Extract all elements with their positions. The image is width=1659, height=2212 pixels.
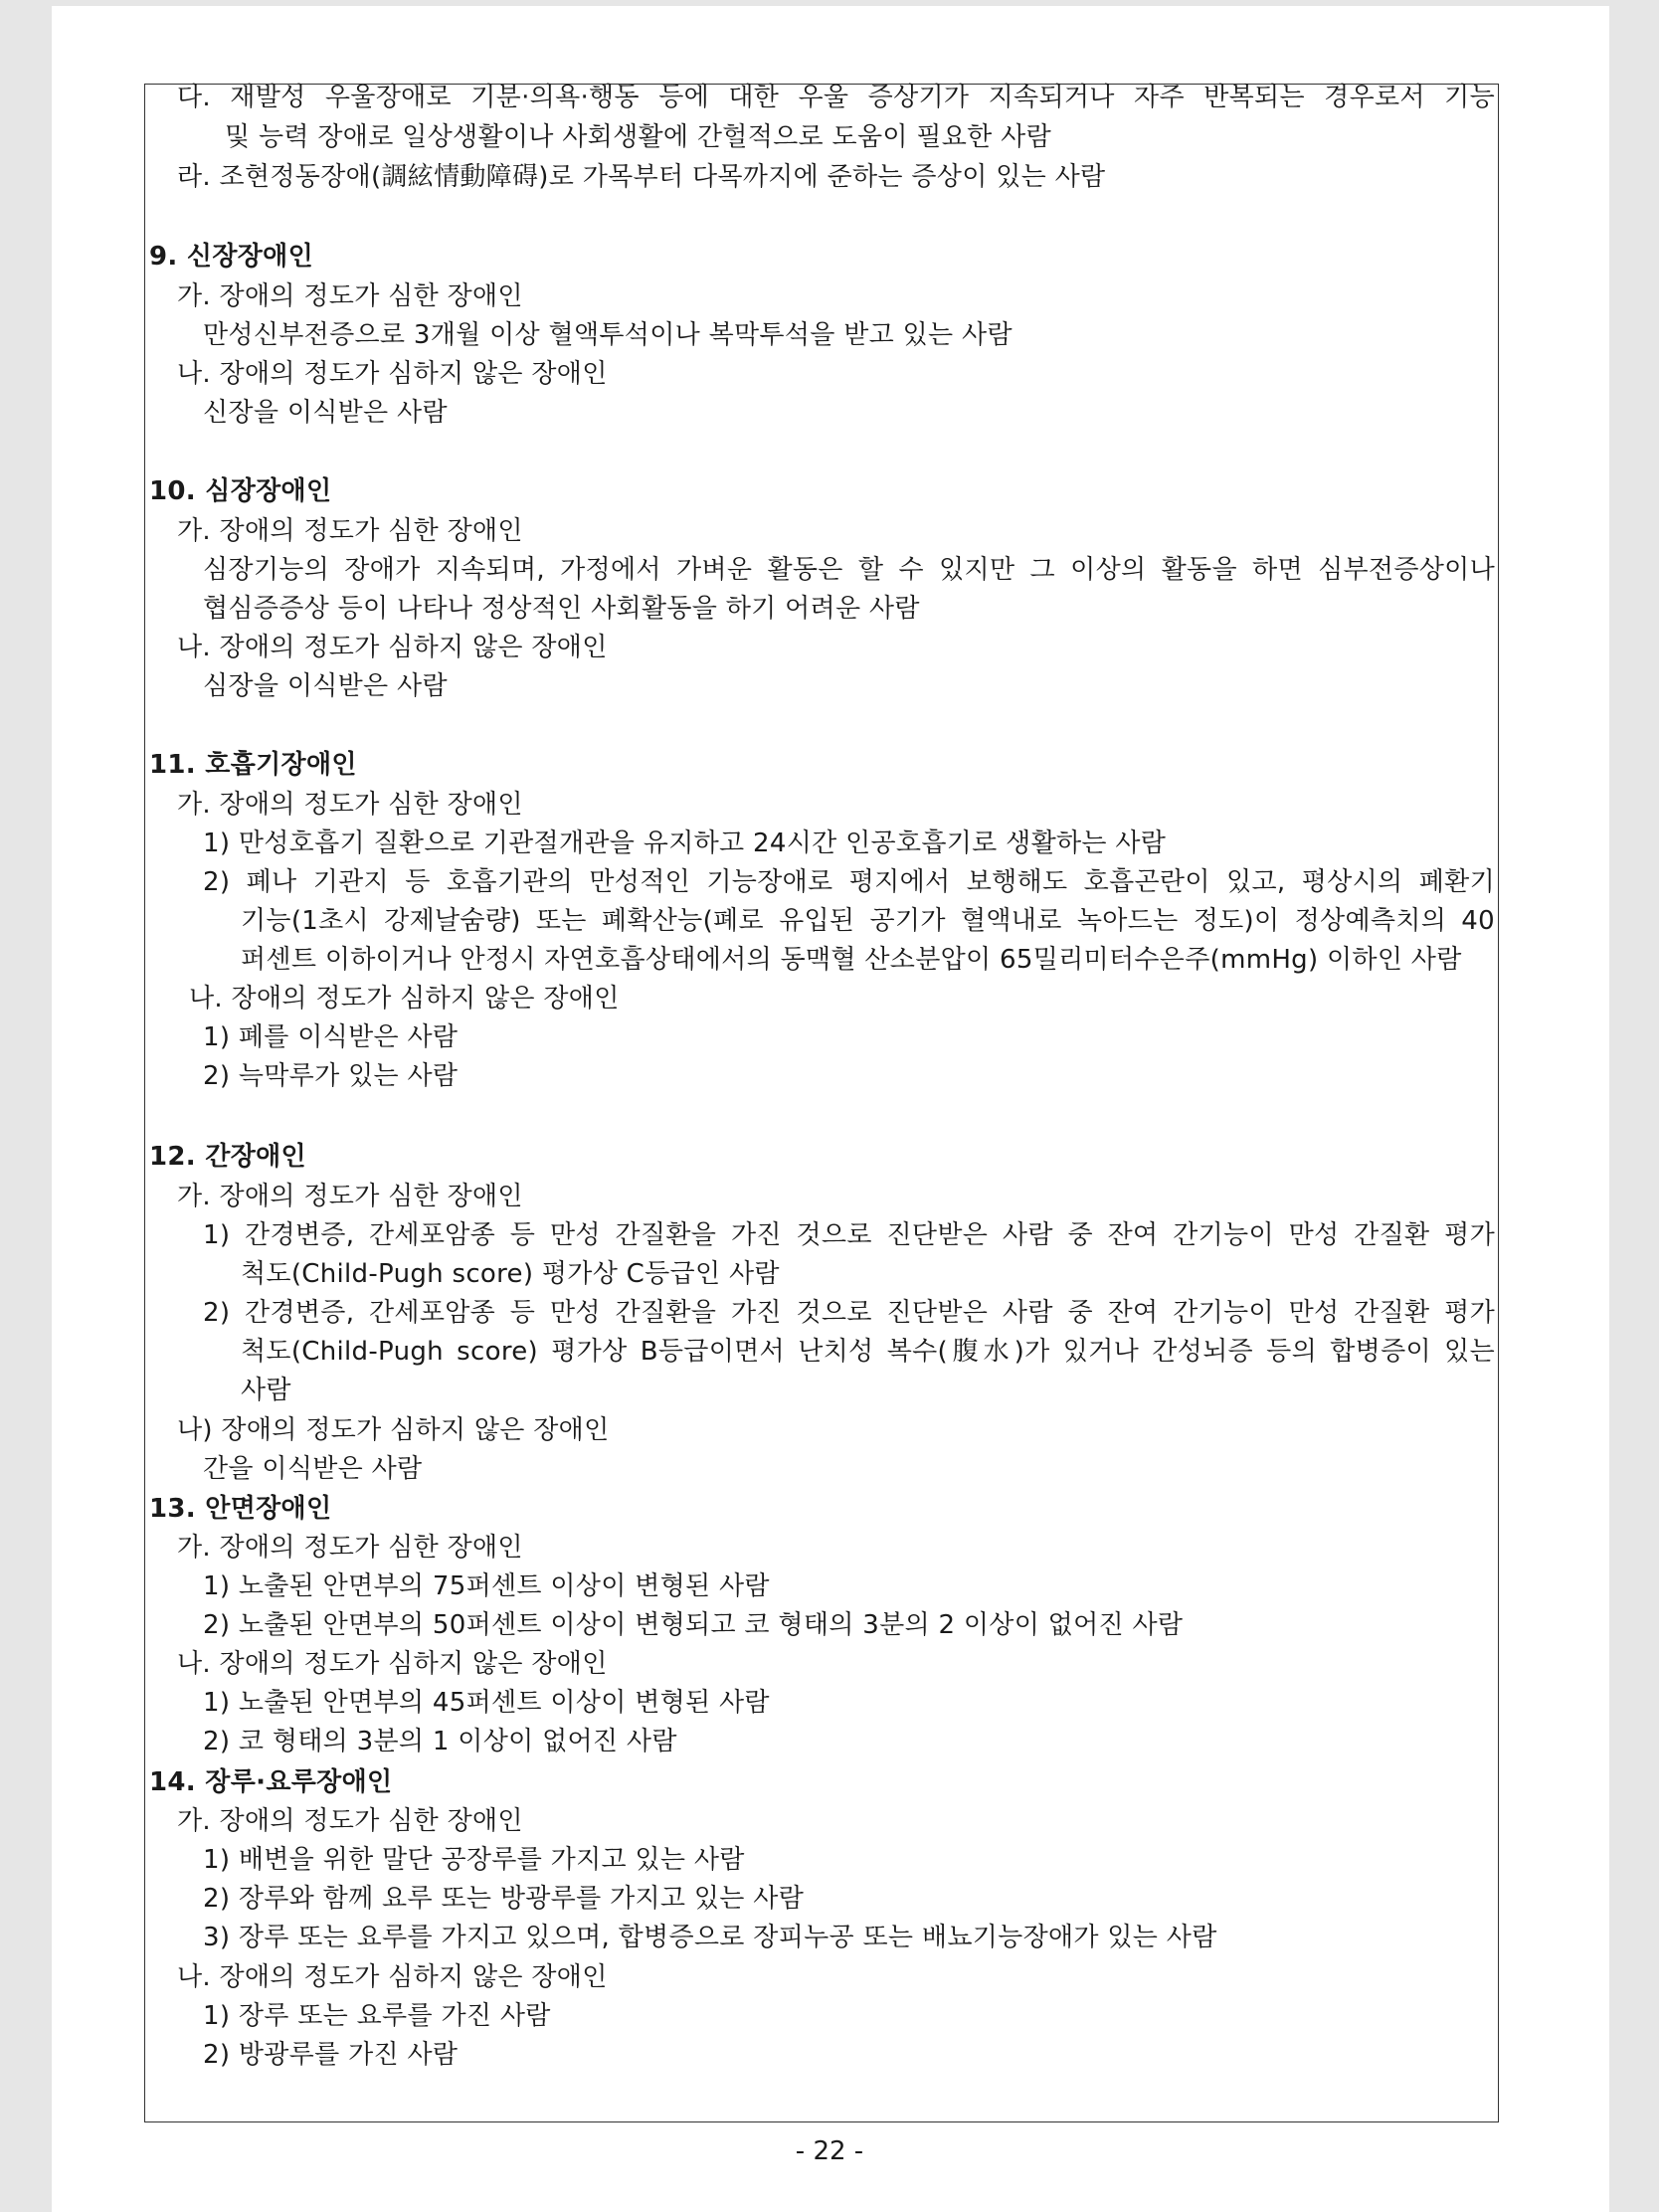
text-line: 1) 만성호흡기 질환으로 기관절개관을 유지하고 24시간 인공호흡기로 생활하는 사람 bbox=[203, 829, 1167, 858]
subheading-mild: 나. 장애의 정도가 심하지 않은 장애인 bbox=[189, 984, 620, 1014]
text-line: 1) 노출된 안면부의 75퍼센트 이상이 변형된 사람 bbox=[203, 1571, 770, 1601]
subheading-severe: 가. 장애의 정도가 심한 장애인 bbox=[177, 516, 523, 546]
text-line: 2) 늑막루가 있는 사람 bbox=[203, 1061, 459, 1091]
subheading-mild: 나) 장애의 정도가 심하지 않은 장애인 bbox=[177, 1415, 610, 1445]
text-line: 신장을 이식받은 사람 bbox=[203, 398, 448, 428]
text-line-item-da: 다. 재발성 우울장애로 기분·의욕·행동 등에 대한 우울 증상기가 지속되거나 자주 반복되는 경우로서 기능 bbox=[177, 83, 1495, 112]
text-line: 척도(Child-Pugh score) 평가상 B등급이면서 난치성 복수(腹水)가 있거나 간성뇌증 등의 합병증이 있는 bbox=[241, 1337, 1495, 1367]
text-line: 2) 방광루를 가진 사람 bbox=[203, 2040, 459, 2070]
section-heading-12: 12. 간장애인 bbox=[149, 1142, 306, 1172]
text-line: 1) 간경변증, 간세포암종 등 만성 간질환을 가진 것으로 진단받은 사람 중 잔여 간기능이 만성 간질환 평가 bbox=[203, 1220, 1495, 1250]
section-heading-11: 11. 호흡기장애인 bbox=[149, 750, 357, 780]
text-line: 2) 노출된 안면부의 50퍼센트 이상이 변형되고 코 형태의 3분의 2 이상이 없어진 사람 bbox=[203, 1610, 1184, 1640]
text-line-item-ra: 라. 조현정동장애(調絃情動障碍)로 가목부터 다목까지에 준하는 증상이 있는 사람 bbox=[177, 162, 1106, 192]
text-line: 기능(1초시 강제날숨량) 또는 폐확산능(폐로 유입된 공기가 혈액내로 녹아드는 정도)이 정상예측치의 40 bbox=[241, 906, 1495, 936]
subheading-mild: 나. 장애의 정도가 심하지 않은 장애인 bbox=[177, 633, 608, 662]
subheading-mild: 나. 장애의 정도가 심하지 않은 장애인 bbox=[177, 1962, 608, 1992]
text-line: 퍼센트 이하이거나 안정시 자연호흡상태에서의 동맥혈 산소분압이 65밀리미터수은주(mmHg) 이하인 사람 bbox=[241, 945, 1462, 975]
text-line: 심장기능의 장애가 지속되며, 가정에서 가벼운 활동은 할 수 있지만 그 이상의 활동을 하면 심부전증상이나 bbox=[203, 555, 1495, 585]
text-line: 2) 간경변증, 간세포암종 등 만성 간질환을 가진 것으로 진단받은 사람 중 잔여 간기능이 만성 간질환 평가 bbox=[203, 1298, 1495, 1328]
subheading-mild: 나. 장애의 정도가 심하지 않은 장애인 bbox=[177, 359, 608, 389]
text-line: 심장을 이식받은 사람 bbox=[203, 671, 448, 701]
text-line: 2) 폐나 기관지 등 호흡기관의 만성적인 기능장애로 평지에서 보행해도 호흡곤란이 있고, 평상시의 폐환기 bbox=[203, 867, 1495, 897]
section-heading-14: 14. 장루·요루장애인 bbox=[149, 1767, 393, 1797]
subheading-severe: 가. 장애의 정도가 심한 장애인 bbox=[177, 1533, 523, 1563]
page-number: - 22 - bbox=[795, 2136, 864, 2166]
text-line: 협심증증상 등이 나타나 정상적인 사회활동을 하기 어려운 사람 bbox=[203, 594, 920, 624]
subheading-mild: 나. 장애의 정도가 심하지 않은 장애인 bbox=[177, 1649, 608, 1679]
text-line: 3) 장루 또는 요루를 가지고 있으며, 합병증으로 장피누공 또는 배뇨기능장애가 있는 사람 bbox=[203, 1923, 1217, 1952]
subheading-severe: 가. 장애의 정도가 심한 장애인 bbox=[177, 790, 523, 820]
text-line: 1) 장루 또는 요루를 가진 사람 bbox=[203, 2001, 551, 2031]
text-line-item-da-cont: 및 능력 장애로 일상생활이나 사회생활에 간헐적으로 도움이 필요한 사람 bbox=[225, 122, 1051, 152]
text-line: 1) 폐를 이식받은 사람 bbox=[203, 1022, 459, 1052]
subheading-severe: 가. 장애의 정도가 심한 장애인 bbox=[177, 1806, 523, 1836]
section-heading-13: 13. 안면장애인 bbox=[149, 1494, 332, 1524]
text-line: 1) 배변을 위한 말단 공장루를 가지고 있는 사람 bbox=[203, 1845, 745, 1875]
text-line: 간을 이식받은 사람 bbox=[203, 1454, 423, 1484]
text-line: 2) 코 형태의 3분의 1 이상이 없어진 사람 bbox=[203, 1727, 677, 1756]
section-heading-10: 10. 심장장애인 bbox=[149, 476, 332, 506]
text-line: 만성신부전증으로 3개월 이상 혈액투석이나 복막투석을 받고 있는 사람 bbox=[203, 320, 1013, 350]
section-heading-9: 9. 신장장애인 bbox=[149, 242, 313, 272]
text-line: 사람 bbox=[241, 1376, 291, 1405]
subheading-severe: 가. 장애의 정도가 심한 장애인 bbox=[177, 281, 523, 311]
text-line: 척도(Child-Pugh score) 평가상 C등급인 사람 bbox=[241, 1259, 780, 1289]
text-line: 2) 장루와 함께 요루 또는 방광루를 가지고 있는 사람 bbox=[203, 1884, 805, 1914]
text-line: 1) 노출된 안면부의 45퍼센트 이상이 변형된 사람 bbox=[203, 1688, 770, 1718]
subheading-severe: 가. 장애의 정도가 심한 장애인 bbox=[177, 1182, 523, 1211]
